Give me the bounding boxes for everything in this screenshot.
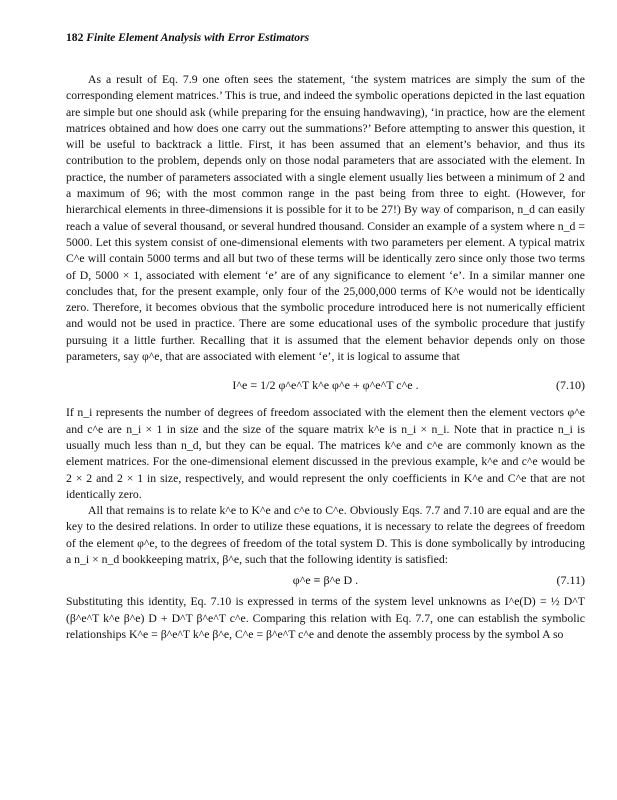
body-text: [66, 72, 585, 643]
equation-7-11-body: φ^e ≡ β^e D .: [292, 573, 359, 588]
equation-7-10-body: I^e = 1/2 φ^e^T k^e φ^e + φ^e^T c^e .: [232, 378, 419, 393]
page-number: 182: [66, 31, 84, 44]
paragraph-2: If n_i represents the number of degrees of freedom associated with the element then the element vectors φ^e and c^e are n_i × 1 in size and the size of the square matrix k^e is n_i × n_i. Note that in practice n_i is usually much less than n_d, but they can be equal. The matrices k^e and c^e are commonly known as the element matrices. For the one-dimensional element discussed in the previous example, k^e and c^e would be 2 × 2 and 2 × 1 in size, respectively, and would represent the only coefficients in K^e and C^e that are not identically zero.: [66, 406, 585, 501]
paragraph-4: Substituting this identity, Eq. 7.10 is expressed in terms of the system level unknowns as I^e(D) = ½ D^T (β^e^T k^e β^e) D + D^T β^e^T c^e. Comparing this relation with Eq. 7.7, one can establish the symbolic relationships K^e = β^e^T k^e β^e, C^e = β^e^T c^e and denote the assembly process by the symbol A so: [66, 595, 585, 641]
paragraph-3: All that remains is to relate k^e to K^e and c^e to C^e. Obviously Eqs. 7.7 and 7.10 are equal and are the key to the desired relations. In order to utilize these equations, it is necessary to relate the degrees of freedom of the element φ^e, to the degrees of freedom of the total system D. This is done symbolically by introducing a n_i × n_d bookkeeping matrix, β^e, such that the following identity is satisfied:: [66, 504, 585, 567]
book-title: Finite Element Analysis with Error Estimators: [86, 31, 310, 44]
running-header: [66, 31, 586, 44]
equation-7-11: [66, 568, 585, 594]
equation-7-10: [66, 365, 585, 405]
paragraph-1: As a result of Eq. 7.9 one often sees the statement, ‘the system matrices are simply the sum of the corresponding element matrices.’ This is true, and indeed the symbolic operations depicted in the last equation are simple but one should ask (while preparing for the ensuing handwaving), ‘in practice, how are the element matrices obtained and how does one carry out the summations?’ Before attempting to answer this question, it will be useful to backtrack a little. First, it has been assumed that an element’s behavior, and thus its contribution to the problem, depends only on those nodal parameters that are associated with the element. In practice, the number of parameters associated with a single element usually lies between a minimum of 2 and a maximum of 96; with the most common range in the past being from three to eight. (However, for hierarchical elements in three-dimensions it is possible for it to be 27!) By way of comparison, n_d can easily reach a value of several thousand, or several hundred thousand. Consider an example of a system where n_d = 5000. Let this system consist of one-dimensional elements with two parameters per element. A typical matrix C^e will contain 5000 terms and all but two of these terms will be identically zero since only those two terms of D, 5000 × 1, associated with element ‘e’ are of any significance to element ‘e’. In a similar manner one concludes that, for the present example, only four of the 25,000,000 terms of K^e would not be identically zero. Therefore, it becomes obvious that the symbolic procedure introduced here is not numerically efficient and would not be used in practice. There are some educational uses of the symbolic procedure that justify pursuing it a little further. Recalling that it is assumed that the element behavior depends only on those parameters, say φ^e, that are associated with element ‘e’, it is logical to assume that: [66, 73, 585, 364]
equation-7-10-number: (7.10): [556, 378, 585, 393]
equation-7-11-number: (7.11): [556, 573, 585, 588]
